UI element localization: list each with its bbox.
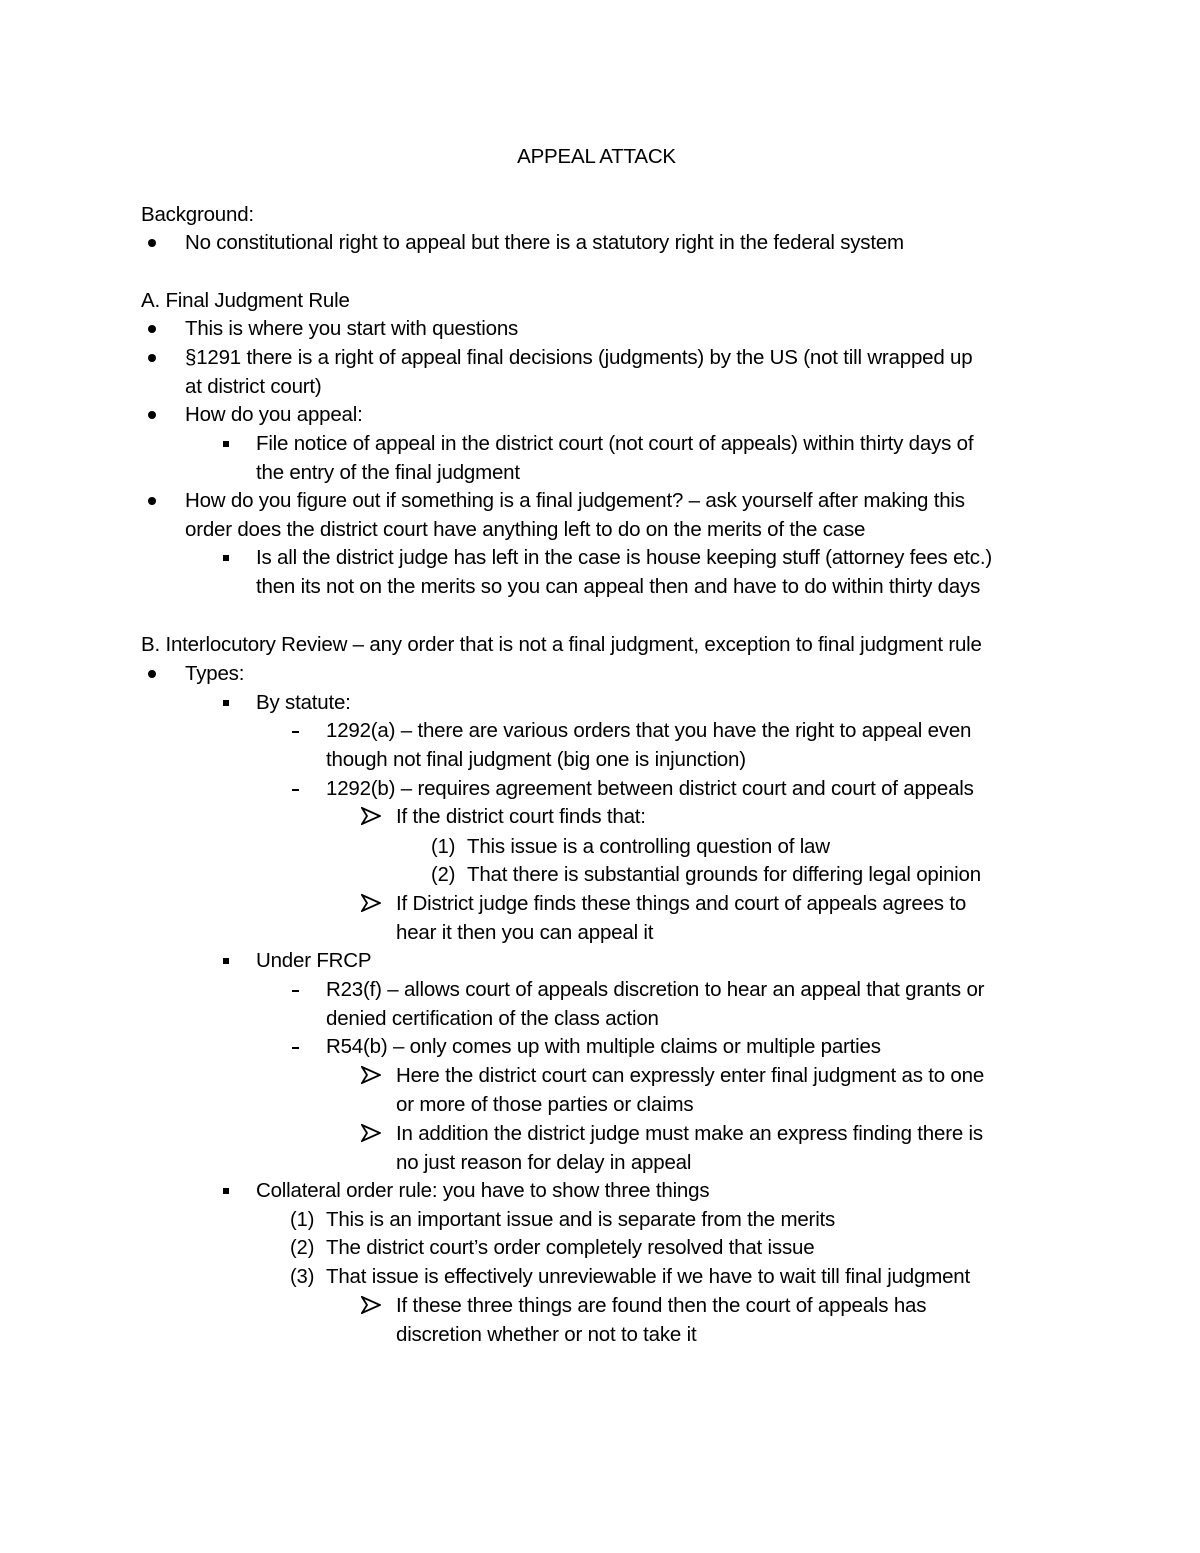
square-bullet-icon — [223, 441, 229, 447]
1292b-item-2: That there is substantial grounds for differing legal opinion — [467, 863, 981, 886]
numbered-marker: (1) — [431, 836, 456, 858]
bullet-icon — [148, 670, 156, 678]
arrow-bullet-icon — [361, 1124, 381, 1142]
under-frcp: Under FRCP — [256, 949, 372, 972]
numbered-marker: (3) — [290, 1266, 315, 1288]
section-b-heading: B. Interlocutory Review – any order that is not a final judgment, exception to final judgment rule — [141, 633, 982, 656]
square-bullet-icon — [223, 958, 229, 964]
frcp-r54b: R54(b) – only comes up with multiple claims or multiple parties — [326, 1035, 881, 1058]
statute-1292a-line-1: 1292(a) – there are various orders that you have the right to appeal even — [326, 719, 972, 742]
page-title: APPEAL ATTACK — [517, 145, 676, 168]
bullet-icon — [148, 411, 156, 419]
1292b-arrow-2-line-1: If District judge finds these things and court of appeals agrees to — [396, 892, 967, 915]
section-b-types: Types: — [185, 662, 245, 685]
arrow-bullet-icon — [361, 1296, 381, 1314]
dash-bullet-icon — [292, 789, 299, 791]
collateral-item-1: This is an important issue and is separate from the merits — [326, 1208, 836, 1231]
dash-bullet-icon — [292, 1047, 299, 1049]
numbered-marker: (2) — [290, 1237, 315, 1259]
section-a-sub-1-line-1: File notice of appeal in the district court (not court of appeals) within thirty days of — [256, 432, 974, 455]
frcp-r23f-line-1: R23(f) – allows court of appeals discretion to hear an appeal that grants or — [326, 978, 985, 1001]
background-heading: Background: — [141, 203, 254, 226]
numbered-marker: (2) — [431, 864, 456, 886]
arrow-bullet-icon — [361, 894, 381, 912]
arrow-bullet-icon — [361, 807, 381, 825]
collateral-order-rule: Collateral order rule: you have to show three things — [256, 1179, 710, 1202]
dash-bullet-icon — [292, 731, 299, 733]
square-bullet-icon — [223, 1188, 229, 1194]
r54b-arrow-1-line-1: Here the district court can expressly enter final judgment as to one — [396, 1064, 985, 1087]
1292b-item-1: This issue is a controlling question of law — [467, 835, 830, 858]
collateral-arrow-line-2: discretion whether or not to take it — [396, 1323, 697, 1346]
collateral-item-3: That issue is effectively unreviewable if we have to wait till final judgment — [326, 1265, 970, 1288]
1292b-arrow-2-line-2: hear it then you can appeal it — [396, 921, 654, 944]
section-a-heading: A. Final Judgment Rule — [141, 289, 350, 312]
numbered-marker: (1) — [290, 1209, 315, 1231]
bullet-icon — [148, 325, 156, 333]
by-statute: By statute: — [256, 691, 351, 714]
section-a-bullet-4-line-2: order does the district court have anything left to do on the merits of the case — [185, 518, 866, 541]
section-a-bullet-4-line-1: How do you figure out if something is a final judgement? – ask yourself after making this — [185, 489, 965, 512]
bullet-icon — [148, 354, 156, 362]
collateral-arrow-line-1: If these three things are found then the court of appeals has — [396, 1294, 927, 1317]
square-bullet-icon — [223, 555, 229, 561]
r54b-arrow-2-line-2: no just reason for delay in appeal — [396, 1151, 692, 1174]
frcp-r23f-line-2: denied certification of the class action — [326, 1007, 659, 1030]
section-a-bullet-3: How do you appeal: — [185, 403, 363, 426]
dash-bullet-icon — [292, 990, 299, 992]
r54b-arrow-1-line-2: or more of those parties or claims — [396, 1093, 694, 1116]
section-a-sub-2-line-2: then its not on the merits so you can appeal then and have to do within thirty days — [256, 575, 981, 598]
section-a-sub-1-line-2: the entry of the final judgment — [256, 461, 520, 484]
section-a-bullet-1: This is where you start with questions — [185, 317, 519, 340]
bullet-icon — [148, 497, 156, 505]
arrow-bullet-icon — [361, 1066, 381, 1084]
section-a-bullet-2-line-2: at district court) — [185, 375, 322, 398]
section-a-bullet-2-line-1: §1291 there is a right of appeal final decisions (judgments) by the US (not till wrapped up — [185, 346, 973, 369]
bullet-icon — [148, 239, 156, 247]
statute-1292b: 1292(b) – requires agreement between district court and court of appeals — [326, 777, 974, 800]
statute-1292a-line-2: though not final judgment (big one is injunction) — [326, 748, 746, 771]
background-bullet-1: No constitutional right to appeal but there is a statutory right in the federal system — [185, 231, 904, 254]
r54b-arrow-2-line-1: In addition the district judge must make an express finding there is — [396, 1122, 983, 1145]
section-a-sub-2-line-1: Is all the district judge has left in the case is house keeping stuff (attorney fees etc.) — [256, 546, 992, 569]
1292b-arrow-1: If the district court finds that: — [396, 805, 646, 828]
collateral-item-2: The district court’s order completely resolved that issue — [326, 1236, 815, 1259]
square-bullet-icon — [223, 700, 229, 706]
